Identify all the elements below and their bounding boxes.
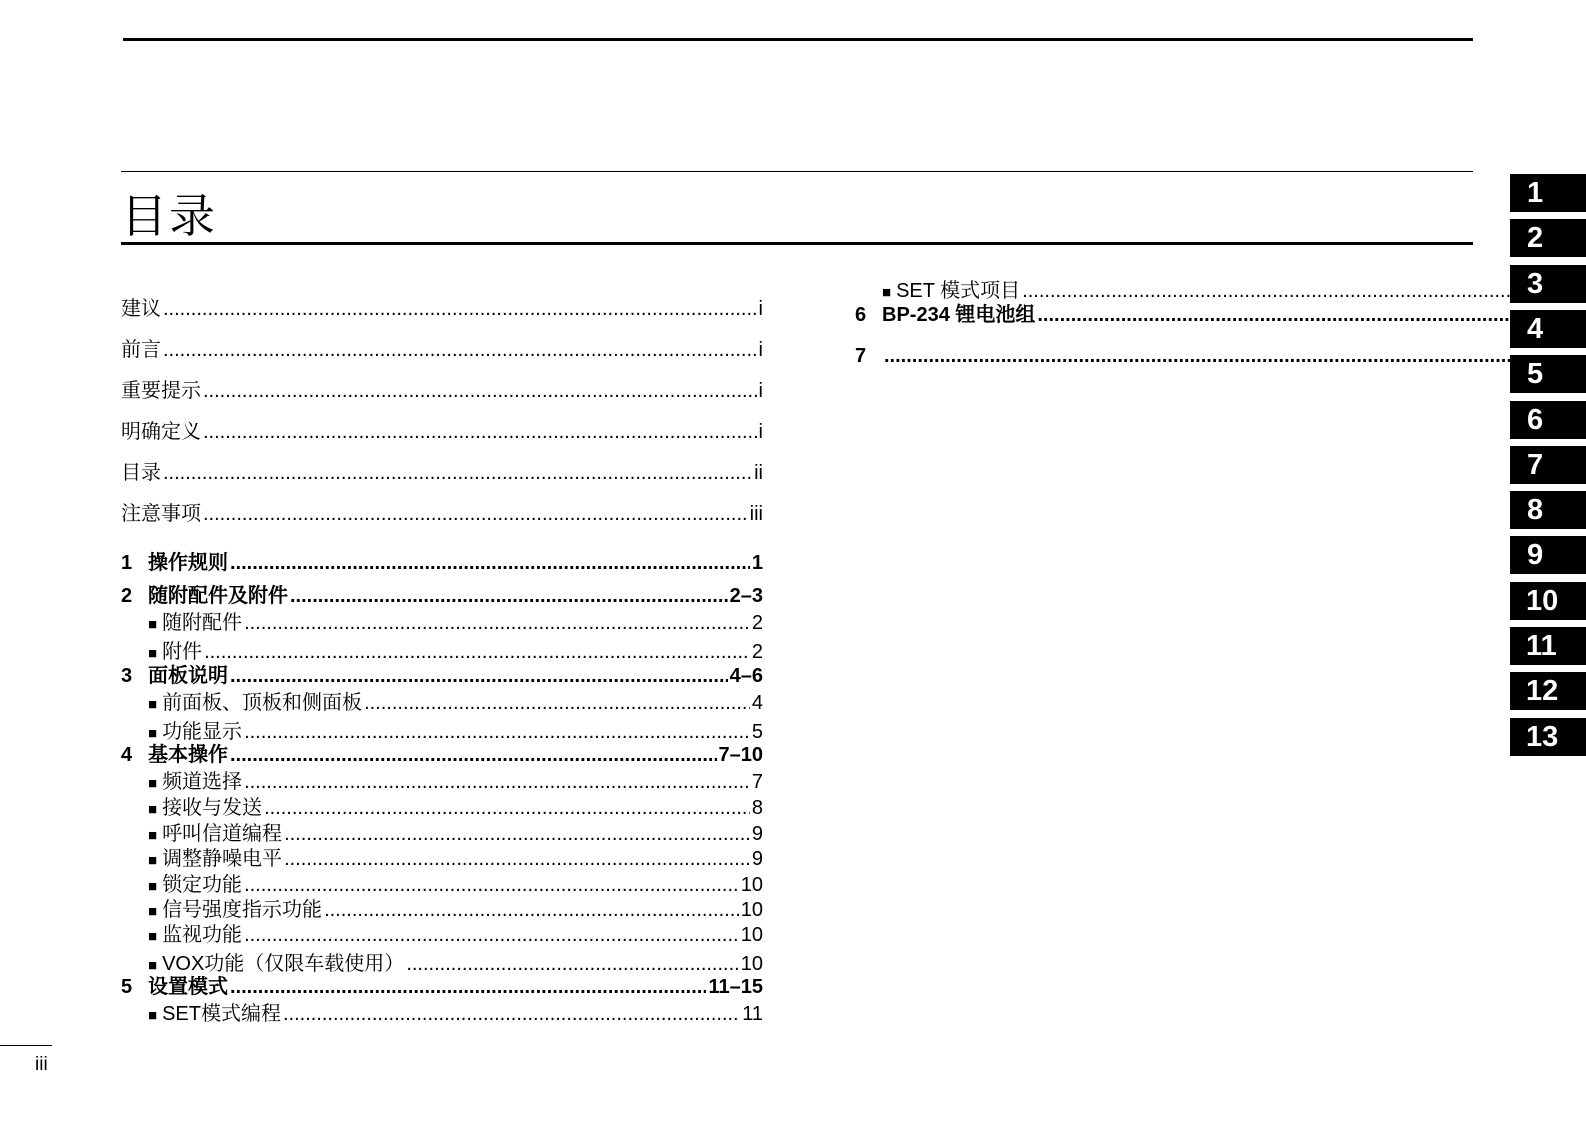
chapter-number: 5 xyxy=(121,976,133,998)
entry-label: 呼叫信道编程 xyxy=(162,823,283,845)
entry-label: 接收与发送 xyxy=(162,797,263,819)
square-bullet-icon: ■ xyxy=(148,801,158,818)
toc-subsection-entry[interactable] xyxy=(121,897,763,925)
toc-subsection-entry[interactable] xyxy=(121,690,763,718)
entry-label: 随附配件及附件 xyxy=(148,585,288,607)
dot-leader xyxy=(1037,302,1584,328)
dot-leader xyxy=(230,742,717,768)
entry-page-number: 5 xyxy=(751,721,763,743)
toc-subsection-entry[interactable] xyxy=(121,795,763,823)
entry-page-number: 11 xyxy=(742,1003,763,1025)
footer-rule xyxy=(0,1045,52,1046)
page-number: iii xyxy=(35,1054,48,1075)
chapter-tab-4[interactable]: 4 xyxy=(1510,310,1586,348)
entry-label: 随附配件 xyxy=(162,612,243,634)
toc-chapter-entry[interactable] xyxy=(855,343,1586,369)
toc-entry[interactable] xyxy=(121,501,763,527)
toc-chapter-entry[interactable] xyxy=(855,302,1586,328)
chapter-tab-3[interactable]: 3 xyxy=(1510,265,1586,303)
entry-page-number: 9 xyxy=(751,823,763,845)
chapter-tab-1[interactable]: 1 xyxy=(1510,174,1586,212)
square-bullet-icon: ■ xyxy=(148,775,158,792)
square-bullet-icon: ■ xyxy=(148,878,158,895)
toc-subsection-entry[interactable] xyxy=(121,769,763,797)
chapter-number: 4 xyxy=(121,744,133,766)
entry-page-number: 2 xyxy=(751,612,763,634)
entry-label: VOX功能（仅限车载使用） xyxy=(162,953,405,975)
entry-label: 功能显示 xyxy=(162,721,243,743)
dot-leader xyxy=(244,769,750,795)
chapter-tab-12[interactable]: 12 xyxy=(1510,672,1586,710)
chapter-number: 2 xyxy=(121,585,133,607)
entry-page-number: ii xyxy=(754,462,763,484)
dot-leader xyxy=(324,897,739,923)
entry-page-number: 8 xyxy=(751,797,763,819)
entry-page-number: 10 xyxy=(740,874,763,896)
dot-leader xyxy=(244,922,739,948)
entry-page-number: i xyxy=(758,339,763,361)
square-bullet-icon: ■ xyxy=(148,1007,158,1024)
entry-label: 调整静噪电平 xyxy=(162,848,283,870)
entry-label: 信号强度指示功能 xyxy=(162,899,323,921)
dot-leader xyxy=(230,663,728,689)
entry-label: 前面板、顶板和侧面板 xyxy=(162,692,363,714)
chapter-tab-9[interactable]: 9 xyxy=(1510,536,1586,574)
chapter-tab-13[interactable]: 13 xyxy=(1510,718,1586,756)
entry-page-number: 2 xyxy=(751,641,763,663)
entry-label: 注意事项 xyxy=(121,503,201,525)
dot-leader xyxy=(364,690,750,716)
entry-page-number: 10 xyxy=(740,953,763,975)
entry-label: 面板说明 xyxy=(148,665,228,687)
dot-leader xyxy=(230,550,750,576)
dot-leader xyxy=(1022,278,1584,304)
dot-leader xyxy=(163,296,757,322)
dot-leader xyxy=(884,343,1584,369)
square-bullet-icon: ■ xyxy=(148,827,158,844)
dot-leader xyxy=(163,337,757,363)
chapter-number: 6 xyxy=(855,304,867,326)
dot-leader xyxy=(203,501,748,527)
entry-page-number: 7 xyxy=(751,771,763,793)
square-bullet-icon: ■ xyxy=(148,696,158,713)
chapter-number: 7 xyxy=(855,345,867,367)
toc-subsection-entry[interactable] xyxy=(121,821,763,849)
entry-label: BP-234 锂电池组 xyxy=(882,304,1036,326)
entry-label: 基本操作 xyxy=(148,744,228,766)
square-bullet-icon: ■ xyxy=(148,645,158,662)
entry-page-number: 9 xyxy=(751,848,763,870)
toc-entry[interactable] xyxy=(121,460,763,486)
dot-leader xyxy=(283,1001,740,1027)
toc-chapter-entry[interactable] xyxy=(121,974,763,1000)
entry-label: 建议 xyxy=(121,298,161,320)
chapter-number: 3 xyxy=(121,665,133,687)
toc-subsection-entry[interactable] xyxy=(121,1001,763,1029)
chapter-tab-7[interactable]: 7 xyxy=(1510,446,1586,484)
entry-page-number: i xyxy=(758,298,763,320)
entry-label: SET 模式项目 xyxy=(896,280,1021,302)
toc-entry[interactable] xyxy=(121,296,763,322)
entry-page-number: 2–3 xyxy=(729,585,763,607)
entry-label: 前言 xyxy=(121,339,161,361)
chapter-tab-8[interactable]: 8 xyxy=(1510,491,1586,529)
square-bullet-icon: ■ xyxy=(148,616,158,633)
dot-leader xyxy=(244,610,750,636)
square-bullet-icon: ■ xyxy=(148,903,158,920)
entry-label: 设置模式 xyxy=(148,976,228,998)
square-bullet-icon: ■ xyxy=(148,852,158,869)
toc-chapter-entry[interactable] xyxy=(121,742,763,768)
header-divider xyxy=(121,171,1473,172)
entry-label: 目录 xyxy=(121,462,161,484)
entry-label: 重要提示 xyxy=(121,380,201,402)
entry-label: 锁定功能 xyxy=(162,874,243,896)
entry-label: 操作规则 xyxy=(148,552,228,574)
entry-page-number: i xyxy=(758,380,763,402)
chapter-tab-10[interactable]: 10 xyxy=(1510,582,1586,620)
entry-label: 监视功能 xyxy=(162,924,243,946)
chapter-number: 1 xyxy=(121,552,133,574)
entry-page-number: 4 xyxy=(751,692,763,714)
chapter-tab-11[interactable]: 11 xyxy=(1510,627,1586,665)
toc-chapter-entry[interactable] xyxy=(121,583,763,609)
dot-leader xyxy=(163,460,752,486)
toc-entry[interactable] xyxy=(121,419,763,445)
chapter-tab-5[interactable]: 5 xyxy=(1510,355,1586,393)
chapter-tab-2[interactable]: 2 xyxy=(1510,219,1586,257)
square-bullet-icon: ■ xyxy=(148,957,158,974)
top-rule xyxy=(123,38,1473,41)
entry-label: 频道选择 xyxy=(162,771,243,793)
entry-page-number: i xyxy=(758,421,763,443)
page-title: 目录 xyxy=(121,190,217,242)
toc-entry[interactable] xyxy=(121,337,763,363)
toc-entry[interactable] xyxy=(121,378,763,404)
title-underline xyxy=(121,242,1473,245)
entry-page-number: 10 xyxy=(740,924,763,946)
entry-label: 明确定义 xyxy=(121,421,201,443)
entry-page-number: 7–10 xyxy=(718,744,763,766)
toc-subsection-entry[interactable] xyxy=(121,610,763,638)
toc-chapter-entry[interactable] xyxy=(121,550,763,576)
square-bullet-icon: ■ xyxy=(148,725,158,742)
dot-leader xyxy=(244,872,739,898)
entry-page-number: 4–6 xyxy=(729,665,763,687)
entry-page-number: 11–15 xyxy=(708,976,763,998)
toc-chapter-entry[interactable] xyxy=(121,663,763,689)
dot-leader xyxy=(203,378,757,404)
toc-subsection-entry[interactable] xyxy=(121,872,763,900)
dot-leader xyxy=(284,846,750,872)
square-bullet-icon: ■ xyxy=(148,928,158,945)
entry-label: 附件 xyxy=(162,641,203,663)
dot-leader xyxy=(204,639,750,665)
entry-page-number: iii xyxy=(749,503,763,525)
dot-leader xyxy=(264,795,750,821)
entry-page-number: 1 xyxy=(751,552,763,574)
dot-leader xyxy=(284,821,750,847)
square-bullet-icon: ■ xyxy=(882,284,892,301)
dot-leader xyxy=(203,419,757,445)
entry-page-number: 10 xyxy=(740,899,763,921)
toc-subsection-entry[interactable] xyxy=(121,922,763,950)
entry-label: SET模式编程 xyxy=(162,1003,281,1025)
dot-leader xyxy=(230,974,706,1000)
chapter-tab-6[interactable]: 6 xyxy=(1510,401,1586,439)
dot-leader xyxy=(290,583,728,609)
toc-subsection-entry[interactable] xyxy=(121,846,763,874)
